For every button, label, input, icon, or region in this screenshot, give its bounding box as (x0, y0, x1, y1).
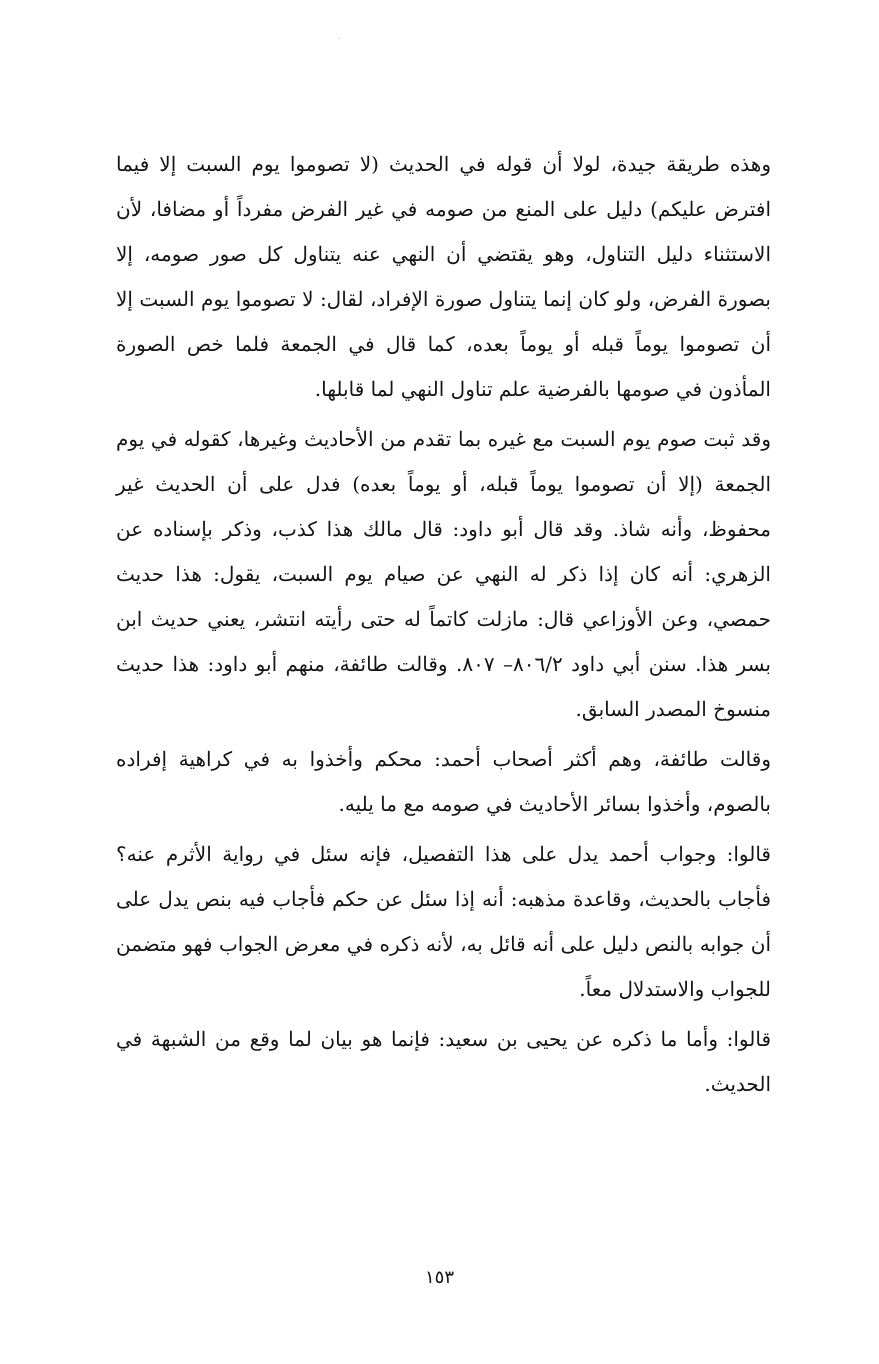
paragraph-4: قالوا: وجواب أحمد يدل على هذا التفصيل، فإنه سئل في رواية الأثرم عنه؟ فأجاب بالحديث، وقاعدة مذهبه: أنه إذا سئل عن حكم فأجاب فيه بنص يدل على أن جوابه بالنص دليل على أنه قائل به، لأنه ذكره في معرض الجواب فهو متضمن للجواب والاستدلال معاً. (116, 842, 771, 1001)
scan-mark (338, 38, 340, 39)
paragraph-1: وهذه طريقة جيدة، لولا أن قوله في الحديث (لا تصوموا يوم السبت إلا فيما افترض عليكم) دليل على المنع من صومه في غير الفرض مفرداً أو مضافا، لأن الاستثناء دليل التناول، وهو يقتضي أن النهي عنه يتناول كل صور صومه، إلا بصورة الفرض، ولو كان إنما يتناول صورة الإفراد، لقال: لا تصوموا يوم السبت إلا أن تصوموا يوماً قبله أو يوماً بعده، كما قال في الجمعة فلما خص الصورة المأذون في صومها بالفرضية علم تناول النهي لما قابلها. (116, 152, 771, 401)
page-body (116, 142, 771, 1112)
paragraph-2: وقد ثبت صوم يوم السبت مع غيره بما تقدم من الأحاديث وغيرها، كقوله في يوم الجمعة (إلا أن تصوموا يوماً قبله، أو يوماً بعده) فدل على أن الحديث غير محفوظ، وأنه شاذ. وقد قال أبو داود: قال مالك هذا كذب، وذكر بإسناده عن الزهري: أنه كان إذا ذكر له النهي عن صيام يوم السبت، يقول: هذا حديث حمصي، وعن الأوزاعي قال: مازلت كاتماً له حتى رأيته انتشر، يعني حديث ابن بسر هذا. سنن أبي داود ٨٠٦/٢– ٨٠٧. وقالت طائفة، منهم أبو داود: هذا حديث منسوخ المصدر السابق. (116, 427, 772, 721)
paragraph-3: وقالت طائفة، وهم أكثر أصحاب أحمد: محكم وأخذوا به في كراهية إفراده بالصوم، وأخذوا بسائر الأحاديث في صومه مع ما يليه. (116, 747, 771, 816)
paragraph-5: قالوا: وأما ما ذكره عن يحيى بن سعيد: فإنما هو بيان لما وقع من الشبهة في الحديث. (116, 1027, 771, 1096)
page-number: ١٥٣ (424, 1267, 454, 1288)
